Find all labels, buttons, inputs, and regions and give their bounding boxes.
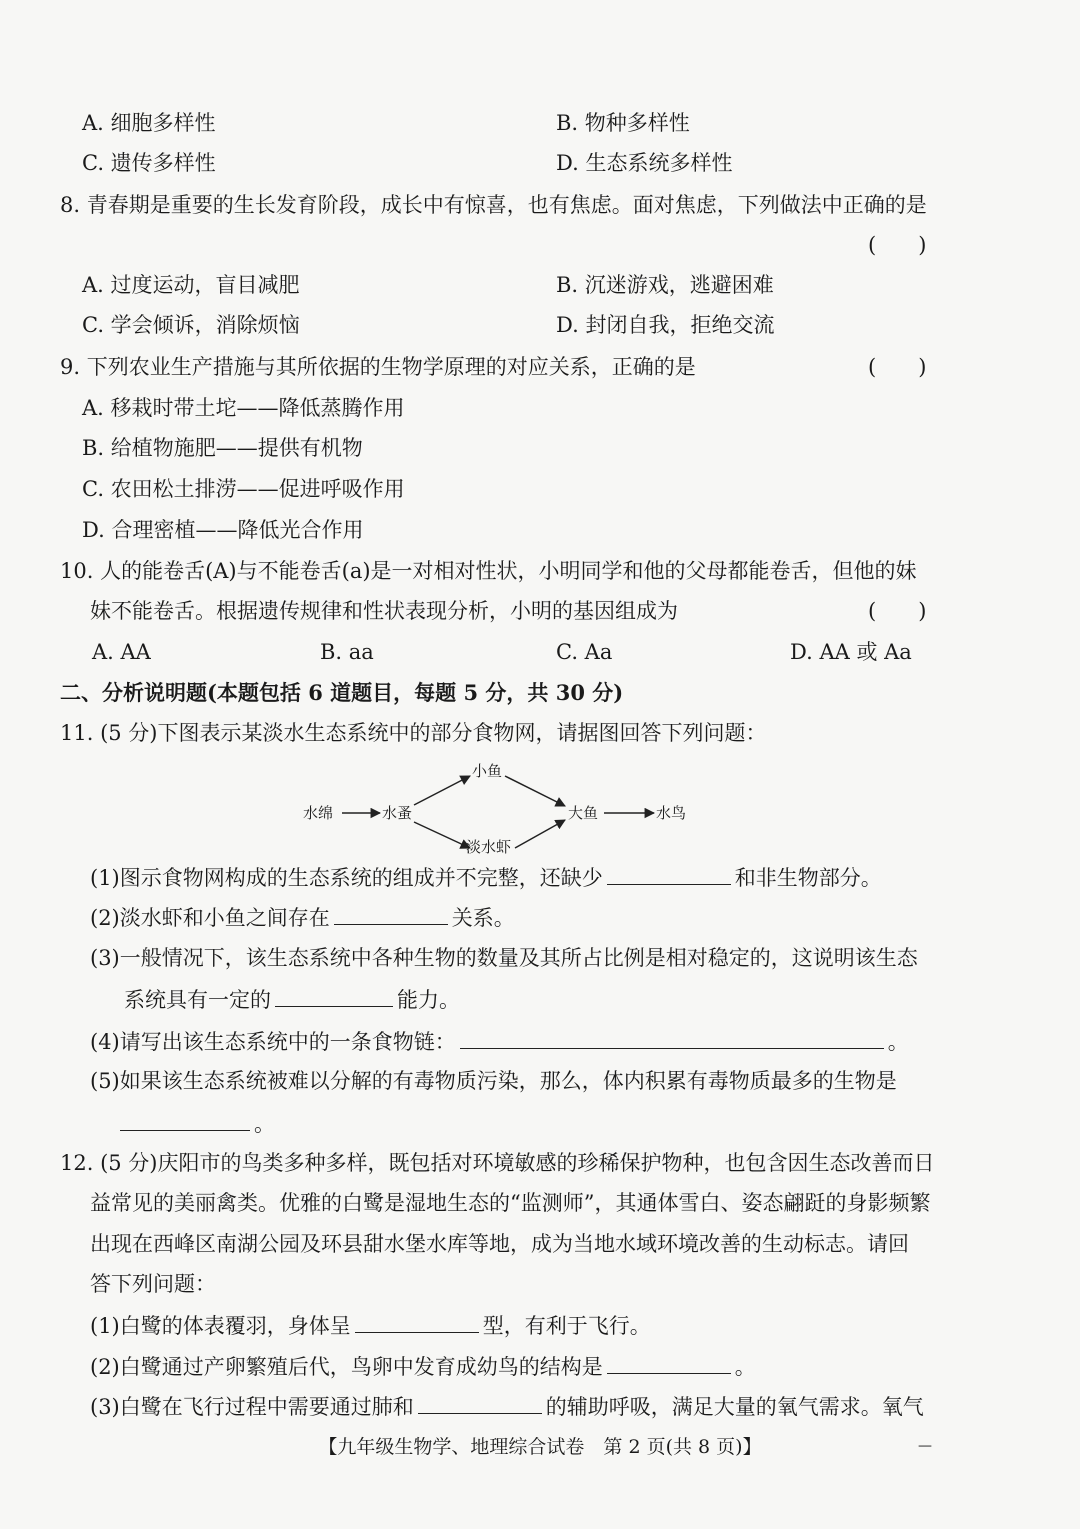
food-web-node-shuizao: 水蚤 <box>382 804 413 822</box>
food-web-node-xiaoyu: 小鱼 <box>472 762 503 780</box>
q9-option-d: D. 合理密植——降低光合作用 <box>82 518 364 542</box>
q9-stem: 9. 下列农业生产措施与其所依据的生物学原理的对应关系，正确的是 <box>60 355 696 379</box>
q12-part3-text-a: (3)白鹭在飞行过程中需要通过肺和 <box>90 1395 414 1419</box>
q11-part3-line2 <box>124 984 460 1015</box>
arrow-shuizao-to-xiaoyu <box>414 776 470 805</box>
q11-part4-text-b: 。 <box>887 1030 909 1054</box>
q11-part1-blank[interactable] <box>607 862 731 885</box>
q11-part2-text-a: (2)淡水虾和小鱼之间存在 <box>90 906 330 930</box>
q9-option-b: B. 给植物施肥——提供有机物 <box>82 436 363 460</box>
q12-part2-text-a: (2)白鹭通过产卵繁殖后代，鸟卵中发育成幼鸟的结构是 <box>90 1355 603 1379</box>
q12-part1 <box>90 1310 651 1341</box>
q7-option-a: A. 细胞多样性 <box>82 111 216 135</box>
q11-part2 <box>90 902 515 933</box>
q10-stem-line1: 10. 人的能卷舌(A)与不能卷舌(a)是一对相对性状，小明同学和他的父母都能卷舌，但他的妹 <box>60 559 917 583</box>
section-2-heading: 二、分析说明题(本题包括 6 道题目，每题 5 分，共 30 分) <box>60 680 624 705</box>
q10-option-d: D. AA 或 Aa <box>790 640 912 664</box>
food-web-node-shuimian: 水绵 <box>303 804 334 822</box>
q12-part1-text-b: 型，有利于飞行。 <box>482 1314 651 1338</box>
footer-mark: — <box>918 1438 932 1454</box>
q11-part5-line2 <box>120 1108 275 1139</box>
q8-option-c: C. 学会倾诉，消除烦恼 <box>82 313 300 337</box>
q12-part2-blank[interactable] <box>607 1351 731 1374</box>
q10-option-a: A. AA <box>92 640 151 664</box>
q12-stem-line3: 出现在西峰区南湖公园及环县甜水堡水库等地，成为当地水域环境改善的生动标志。请回 <box>90 1232 909 1256</box>
q9-answer-paren: ( ) <box>868 355 927 379</box>
food-web-node-danshuixia: 淡水虾 <box>466 838 512 856</box>
q11-part4-text-a: (4)请写出该生态系统中的一条食物链： <box>90 1030 456 1054</box>
q11-part3-text-c: 能力。 <box>397 988 460 1012</box>
food-web-node-dayu: 大鱼 <box>568 804 599 822</box>
q12-part3-blank[interactable] <box>418 1391 542 1414</box>
q12-part3 <box>90 1391 924 1422</box>
q11-part4 <box>90 1026 909 1057</box>
q12-stem-line2: 益常见的美丽禽类。优雅的白鹭是湿地生态的“监测师”，其通体雪白、姿态翩跹的身影频繁 <box>90 1191 931 1215</box>
q11-part5-line1: (5)如果该生态系统被难以分解的有毒物质污染，那么，体内积累有毒物质最多的生物是 <box>90 1069 897 1093</box>
q12-part2 <box>90 1351 756 1382</box>
q11-part4-blank[interactable] <box>460 1026 884 1049</box>
q10-option-b: B. aa <box>320 640 374 664</box>
q7-option-d: D. 生态系统多样性 <box>556 151 733 175</box>
q8-stem: 8. 青春期是重要的生长发育阶段，成长中有惊喜，也有焦虑。面对焦虑，下列做法中正确的是 <box>60 193 927 217</box>
food-web-node-shuiniao: 水鸟 <box>656 804 687 822</box>
q12-part3-text-b: 的辅助呼吸，满足大量的氧气需求。氧气 <box>545 1395 924 1419</box>
q10-option-c: C. Aa <box>556 640 613 664</box>
q7-option-b: B. 物种多样性 <box>556 111 690 135</box>
arrow-danshuixia-to-dayu <box>515 820 565 848</box>
q11-part1 <box>90 862 882 893</box>
q11-part3-line1: (3)一般情况下，该生态系统中各种生物的数量及其所占比例是相对稳定的，这说明该生态 <box>90 946 918 970</box>
q8-option-b: B. 沉迷游戏，逃避困难 <box>556 273 774 297</box>
q12-stem-line1: 12. (5 分)庆阳市的鸟类多种多样，既包括对环境敏感的珍稀保护物种，也包含因生态改善而日 <box>60 1151 935 1175</box>
q8-answer-paren: ( ) <box>868 233 927 257</box>
q12-part1-text-a: (1)白鹭的体表覆羽，身体呈 <box>90 1314 351 1338</box>
q11-part1-text-b: 和非生物部分。 <box>734 866 882 890</box>
q11-part5-blank[interactable] <box>120 1108 250 1131</box>
q11-part3-blank[interactable] <box>275 984 393 1007</box>
q8-option-a: A. 过度运动，盲目减肥 <box>82 273 300 297</box>
arrow-xiaoyu-to-dayu <box>505 776 565 806</box>
q11-part2-text-b: 关系。 <box>451 906 515 930</box>
q10-answer-paren: ( ) <box>868 599 927 623</box>
q12-part1-blank[interactable] <box>355 1310 479 1333</box>
q12-stem-line4: 答下列问题： <box>90 1272 216 1296</box>
q11-part1-text-a: (1)图示食物网构成的生态系统的组成并不完整，还缺少 <box>90 866 603 890</box>
q11-part2-blank[interactable] <box>334 902 448 925</box>
page-footer: 【九年级生物学、地理综合试卷 第 2 页(共 8 页)】 <box>318 1436 762 1458</box>
arrow-shuizao-to-danshuixia <box>414 822 470 848</box>
q10-stem-line2: 妹不能卷舌。根据遗传规律和性状表现分析，小明的基因组成为 <box>90 599 678 623</box>
q11-part5-text-b: 。 <box>254 1112 275 1136</box>
q8-option-d: D. 封闭自我，拒绝交流 <box>556 313 775 337</box>
q11-part3-text-b: 系统具有一定的 <box>124 988 271 1012</box>
q9-option-c: C. 农田松土排涝——促进呼吸作用 <box>82 477 405 501</box>
q7-option-c: C. 遗传多样性 <box>82 151 216 175</box>
q9-option-a: A. 移栽时带土坨——降低蒸腾作用 <box>82 396 405 420</box>
q11-stem: 11. (5 分)下图表示某淡水生态系统中的部分食物网，请据图回答下列问题： <box>60 721 767 745</box>
q12-part2-text-b: 。 <box>734 1355 756 1379</box>
